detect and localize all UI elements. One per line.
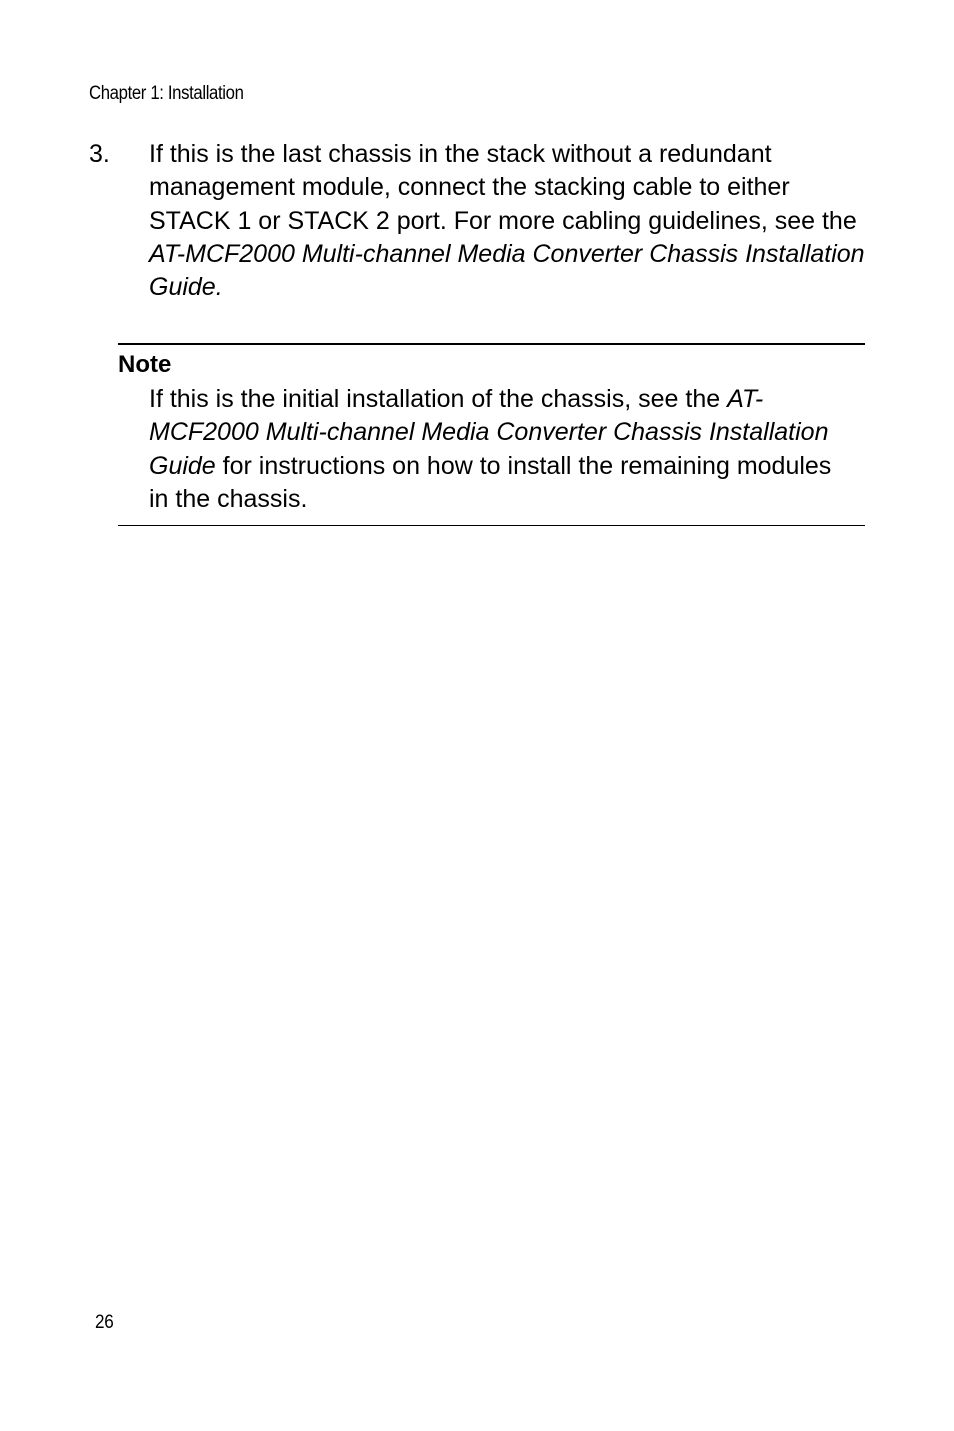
note-guide-title: AT-MCF2000 Multi-channel Media Converter Chassis Installation Guide: [149, 385, 829, 480]
note-box: [118, 343, 865, 526]
step-number: 3.: [89, 140, 110, 168]
note-heading: Note: [118, 351, 172, 378]
step-text: [149, 138, 869, 304]
note-text-plain: If this is the initial installation of the chassis, see the: [149, 385, 728, 413]
note-text-rest: for instructions on how to install the remaining modules in the chassis.: [149, 451, 832, 513]
step-text-plain: If this is the last chassis in the stack without a redundant management module, connect the stacking cable to either STACK 1 or STACK 2 port. For more cabling guidelines, see the: [149, 140, 857, 235]
step-guide-title: AT-MCF2000 Multi-channel Media Converter Chassis Installation Guide.: [149, 239, 865, 302]
running-head: Chapter 1: Installation: [89, 83, 244, 104]
page-number: 26: [95, 1312, 114, 1333]
note-body: [149, 383, 849, 516]
